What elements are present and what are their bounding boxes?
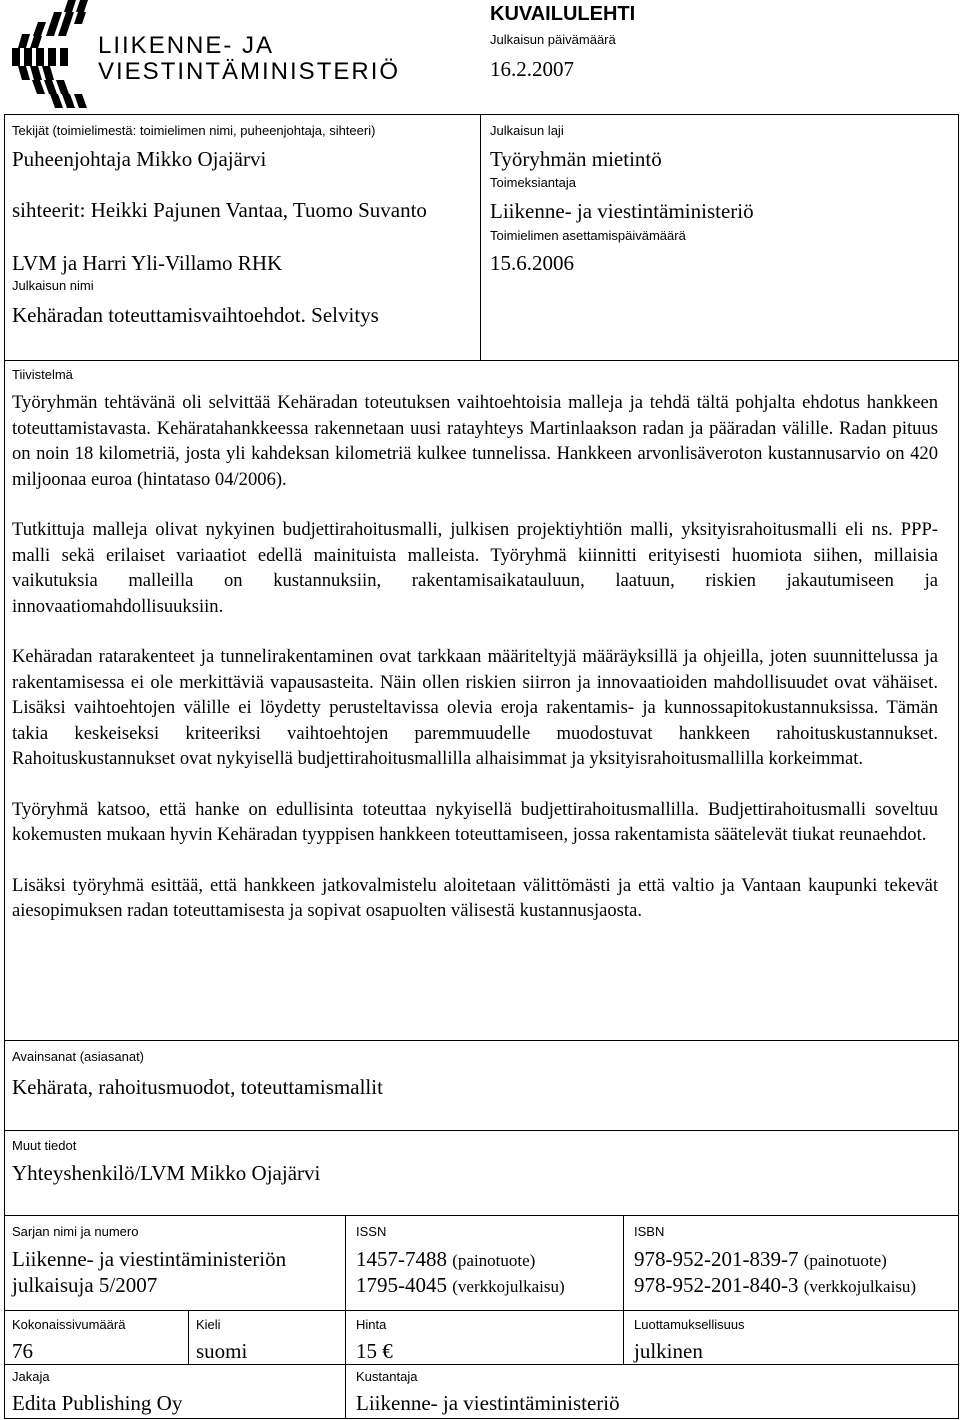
- isbn-web-note: (verkkojulkaisu): [803, 1277, 917, 1296]
- series-name: Liikenne- ja viestintäministeriön: [12, 1247, 287, 1271]
- logo-mark-icon: [8, 0, 100, 112]
- authors-label: Tekijät (toimielimestä: toimielimen nimi, puheenjohtaja, sihteeri): [12, 123, 376, 138]
- ministry-logo: [8, 0, 468, 112]
- publisher-label: Kustantaja: [356, 1369, 418, 1384]
- distributor: Edita Publishing Oy: [12, 1391, 183, 1415]
- price: 15 €: [356, 1339, 393, 1363]
- issn-web: [356, 1272, 565, 1300]
- publication-title-label: Julkaisun nimi: [12, 278, 94, 293]
- confidentiality-label: Luottamuksellisuus: [634, 1317, 745, 1332]
- page-count: 76: [12, 1339, 33, 1363]
- frame-line: [480, 114, 481, 360]
- language-label: Kieli: [196, 1317, 221, 1332]
- isbn-print-note: (painotuote): [803, 1251, 887, 1270]
- isbn-label: ISBN: [634, 1224, 665, 1239]
- confidentiality: julkinen: [634, 1339, 703, 1363]
- series-label: Sarjan nimi ja numero: [12, 1224, 139, 1239]
- frame-line: [4, 360, 959, 361]
- issn-print-number: 1457-7488: [356, 1247, 447, 1271]
- issn-print-note: (painotuote): [452, 1251, 536, 1270]
- issn-web-note: (verkkojulkaisu): [452, 1277, 565, 1296]
- frame-line: [4, 1418, 959, 1419]
- abstract-body: [12, 390, 938, 949]
- abstract-paragraph: Työryhmän tehtävänä oli selvittää Kehäradan toteutuksen vaihtoehtoisia malleja ja tehdä tältä pohjalta ehdotus hankkeen toteuttamistavasta. Kehäratahankkeessa rakennetaan uusi ratayhteys Martinlaakson radan ja pääradan välille. Radan pituus on noin 18 kilometriä, josta yli kahdeksan kilometriä kulkee tunnelissa. Hankkeen arvonlisäveroton kustannusarvio on 420 miljoonaa euroa (hintataso 04/2006).: [12, 392, 938, 490]
- isbn-web-number: 978-952-201-840-3: [634, 1273, 799, 1297]
- page-count-label: Kokonaissivumäärä: [12, 1317, 126, 1332]
- authors-secretaries: sihteerit: Heikki Pajunen Vantaa, Tuomo Suvanto: [12, 198, 427, 222]
- abstract-paragraph: Tutkittuja malleja olivat nykyinen budjettirahoitusmalli, julkisen projektiyhtiön malli, yksityisrahoitusmalli eli ns. PPP-malli sekä erilaiset variaatiot edellä mainituista malleista. Työryhmä kiinnitti erityisesti huomiota siihen, millaisia vaikutuksia malleilla on kustannuksiin, rakentamisaikatauluun, laatuun, riskien jakautumiseen ja innovaatiomahdollisuuksiin.: [12, 519, 938, 617]
- commissioner: Liikenne- ja viestintäministeriö: [490, 199, 754, 223]
- authors-secretaries-cont: LVM ja Harri Yli-Villamo RHK: [12, 251, 283, 275]
- frame-line: [4, 114, 959, 115]
- price-label: Hinta: [356, 1317, 387, 1332]
- founding-date: 15.6.2006: [490, 251, 574, 275]
- frame-line: [4, 1130, 959, 1131]
- distributor-label: Jakaja: [12, 1369, 50, 1384]
- abstract-paragraph: Kehäradan ratarakenteet ja tunnelirakentaminen ovat tarkkaan määriteltyjä määräyksillä ja ohjeilla, joten suunnittelussa ja rakentamisessa ei ole merkittäviä vapausasteita. Näin ollen riskien siirron ja innovaatioiden mahdollisuudet ovat vähäiset. Lisäksi vaihtoehtojen välille ei löydetty perusteltavissa olevia eroja rakentamis- ja kunnossapitokustannuksissa. Tämän takia keskeiseksi kriteeriksi vaihtoehtojen paremmuudelle muodostuvat hankkeen rahoituskustannukset. Rahoituskustannukset ovat nykyisellä budjettirahoitusmallilla alhaisimmat ja yksityisrahoitusmallilla korkeimmat.: [12, 646, 938, 769]
- keywords-label: Avainsanat (asiasanat): [12, 1049, 145, 1064]
- isbn-web: [634, 1272, 916, 1300]
- issn-print: [356, 1246, 535, 1274]
- abstract-paragraph: Työryhmä katsoo, että hanke on edullisinta toteuttaa nykyisellä budjettirahoitusmallilla. Budjettirahoitusmalli soveltuu kokemusten mukaan hyvin Kehäradan tyyppisen hankkeen toteuttamiseen, jossa rakentamista säätelevät tiukat reunaehdot.: [12, 798, 938, 845]
- isbn-print: [634, 1246, 887, 1274]
- authors-chair: Puheenjohtaja Mikko Ojajärvi: [12, 147, 267, 171]
- commissioner-label: Toimeksiantaja: [490, 175, 576, 190]
- frame-line: [188, 1310, 189, 1365]
- language: suomi: [196, 1339, 248, 1363]
- publication-type: Työryhmän mietintö: [490, 147, 662, 171]
- abstract-label: Tiivistelmä: [12, 367, 73, 382]
- abstract-paragraph: Lisäksi työryhmä esittää, että hankkeen jatkovalmistelu aloitetaan välittömästi ja että valtio ja Vantaan kaupunki tekevät aiesopimuksen radan toteuttamisesta ja sopivat osapuolten välisestä kustannusjaosta.: [12, 874, 938, 921]
- logo-text-line-1: LIIKENNE- JA: [98, 32, 275, 59]
- frame-line: [4, 1215, 959, 1216]
- founding-date-label: Toimielimen asettamispäivämäärä: [490, 228, 686, 243]
- publisher: Liikenne- ja viestintäministeriö: [356, 1391, 620, 1415]
- frame-line: [4, 1310, 959, 1311]
- frame-line: [623, 1215, 624, 1365]
- publication-date-label: Julkaisun päivämäärä: [490, 32, 616, 47]
- other-info-label: Muut tiedot: [12, 1138, 77, 1153]
- series-number: julkaisuja 5/2007: [12, 1273, 158, 1297]
- frame-line: [345, 1215, 346, 1419]
- issn-web-number: 1795-4045: [356, 1273, 447, 1297]
- frame-line: [4, 1364, 959, 1365]
- keywords: Kehärata, rahoitusmuodot, toteuttamismallit: [12, 1075, 383, 1099]
- publication-date: 16.2.2007: [490, 57, 574, 81]
- isbn-print-number: 978-952-201-839-7: [634, 1247, 799, 1271]
- logo-text-line-2: VIESTINTÄMINISTERIÖ: [98, 58, 401, 85]
- publication-title: Kehäradan toteuttamisvaihtoehdot. Selvitys: [12, 303, 379, 327]
- frame-line: [4, 114, 5, 1419]
- frame-line: [4, 1040, 959, 1041]
- document-type: KUVAILULEHTI: [490, 3, 636, 25]
- other-info: Yhteyshenkilö/LVM Mikko Ojajärvi: [12, 1161, 321, 1185]
- publication-type-label: Julkaisun laji: [490, 123, 564, 138]
- issn-label: ISSN: [356, 1224, 387, 1239]
- frame-line: [958, 114, 959, 1419]
